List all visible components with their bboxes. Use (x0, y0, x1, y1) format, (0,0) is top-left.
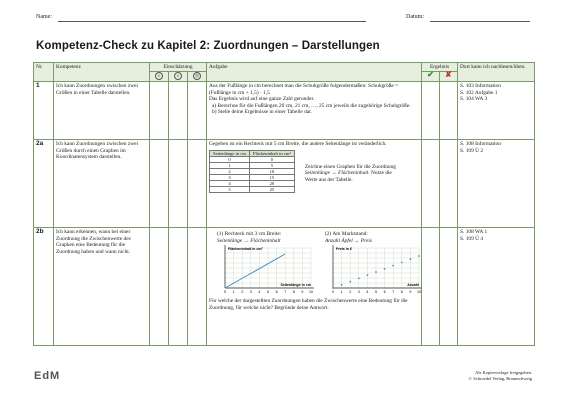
graph-point (392, 265, 394, 267)
graph-point (375, 271, 377, 273)
tick-label: 0 (332, 290, 335, 295)
graph-point (332, 287, 334, 289)
result-cell[interactable] (422, 140, 440, 228)
tick-label: 5 (267, 290, 270, 295)
table-row (34, 228, 535, 346)
task-instruction: Zeichne einen Graphen für die Zuordnung Seitenlänge → Flächeninhalt. Nutze die Werte aus der Tabelle. (304, 163, 396, 183)
graph-rectangle: (1) Rechteck mit 3 cm Breite: Seitenlänge → Flächeninhalt 0 1 2 3 4 5 6 7 8 9 10 Flächeninhalt in cm² Seitenlänge in cm (217, 231, 317, 296)
self-check-cell[interactable] (169, 82, 188, 140)
name-label: Name: (36, 14, 52, 20)
tick-label: 4 (366, 290, 369, 295)
col-aufgabe: Aufgabe (207, 63, 422, 82)
table-row (34, 140, 535, 228)
header-line (36, 14, 530, 24)
graph-2-svg (325, 244, 425, 296)
tick-label: 3 (357, 290, 360, 295)
result-cell[interactable] (440, 228, 458, 346)
graph-point (401, 262, 403, 264)
tick-label: 2 (241, 290, 244, 295)
smiley-neutral-icon[interactable]: ☺ (175, 73, 181, 79)
tick-label: 8 (400, 290, 403, 295)
task-cell (207, 228, 422, 346)
tick-label: 6 (275, 290, 278, 295)
result-cell[interactable] (440, 82, 458, 140)
y-axis-label: Flächeninhalt in cm² (228, 247, 263, 252)
publisher-logo: EdM (34, 370, 61, 382)
col-kompetenz: Kompetenz (54, 63, 150, 82)
tick-label: 1 (340, 290, 343, 295)
graph-point (358, 278, 360, 280)
table-row (34, 82, 535, 140)
tick-label: 6 (383, 290, 386, 295)
col-nachlesen: Dort kann ich nachlesen/üben. (458, 63, 535, 82)
self-check-cell[interactable] (169, 228, 188, 346)
x-axis-label: Seitenlänge in cm (280, 283, 312, 288)
tick-label: 7 (392, 290, 395, 295)
self-check-cell[interactable] (150, 82, 169, 140)
graph-point (349, 281, 351, 283)
self-check-cell[interactable] (169, 140, 188, 228)
task-cell: Gegeben ist ein Rechteck mit 5 cm Breite, die andere Seitenlänge ist veränderlich. Seitenlänge in cm Flächeninhalt in cm² 0 0 1 5 2 10 3 15 4 20 5 25 Zeichne einen Graphen für die Zuordnung Seitenlänge → Flächeninhalt. Nutze die Werte aus der Tabelle. (207, 140, 422, 228)
self-check-cell[interactable] (188, 140, 207, 228)
self-check-cell[interactable] (150, 228, 169, 346)
page-title: Kompetenz-Check zu Kapitel 2: Zuordnungen – Darstellungen (36, 40, 380, 52)
smiley-sad-icon[interactable]: ☹ (194, 73, 200, 79)
footer-copyright: Als Kopiervorlage freigegeben. © Schroedel Verlag, Braunschweig (468, 370, 532, 381)
y-axis-label: Preis in € (336, 247, 352, 252)
result-cell[interactable] (440, 140, 458, 228)
self-check-cell[interactable] (188, 82, 207, 140)
smiley-happy-icon[interactable]: ☺ (156, 73, 162, 79)
tick-label: 5 (375, 290, 378, 295)
reference-cell: S. 103 Information S. 102 Aufgabe 1 S. 104 WA 3 (458, 82, 535, 140)
graph-point (341, 284, 343, 286)
task-cell: Aus der Fußlänge in cm berechnet man die Schuhgröße folgendermaßen: Schuhgröße = (Fußlänge in cm + 1,5) · 1,5 Das Ergebnis wird auf eine ganze Zahl gerundet. a) Berechne für die Fußlängen 20 cm, 21 cm, …, 25 cm jeweils die zugehörige Schuhgröße. b) Stelle deine Ergebnisse in einer Tabelle dar. (207, 82, 422, 140)
value-table: Seitenlänge in cm Flächeninhalt in cm² 0 0 1 5 2 10 3 15 4 20 5 25 (209, 150, 295, 193)
row-number: 1 (34, 82, 54, 140)
self-check-cell[interactable] (150, 140, 169, 228)
col-nr: Nr. (34, 63, 54, 82)
tick-label: 1 (232, 290, 235, 295)
name-line (58, 21, 366, 22)
tick-label: 0 (224, 290, 227, 295)
competence-table (33, 62, 535, 346)
graph-market: (2) Am Marktstand: Anzahl Äpfel → Preis 0 1 2 3 4 5 6 7 8 9 10 Preis in € Anzahl (325, 231, 425, 296)
row-number: 2b (34, 228, 54, 346)
row-number: 2a (34, 140, 54, 228)
col-einschaetzung: Einschätzung (150, 63, 207, 72)
check-icon[interactable]: ✔ (427, 70, 434, 80)
tick-label: 9 (301, 290, 304, 295)
graph-point (410, 259, 412, 261)
cross-icon[interactable]: ✘ (445, 70, 452, 80)
tick-label: 4 (258, 290, 261, 295)
result-cell[interactable] (422, 82, 440, 140)
tick-label: 10 (309, 290, 314, 295)
task-question: Für welche der dargestellten Zuordnungen haben die Zwischenwerte eine Bedeutung für die Zuordnung, für welche nicht? Begründe deine Antwort. (209, 298, 408, 311)
graph-point (384, 268, 386, 270)
tick-label: 9 (409, 290, 412, 295)
tick-label: 8 (292, 290, 295, 295)
reference-cell: S. 108 Information S. 109 Ü 2 (458, 140, 535, 228)
col-ergebnis: Ergebnis (422, 63, 458, 72)
tick-label: 3 (249, 290, 252, 295)
tick-label: 10 (417, 290, 422, 295)
tick-label: 2 (349, 290, 352, 295)
competence-text: Ich kann erkennen, wann bei einer Zuordnung die Zwischenwerte des Graphen eine Bedeutung für die Zuordnung haben und wann nicht. (54, 228, 150, 346)
date-line (430, 21, 530, 22)
graph-point (367, 275, 369, 277)
graph-point (418, 255, 420, 257)
x-axis-label: Anzahl (407, 283, 420, 288)
competence-text: Ich kann Zuordnungen zwischen zwei Größen in einer Tabelle darstellen. (54, 82, 150, 140)
competence-text: Ich kann Zuordnungen zwischen zwei Größen durch einen Graphen im Koordinatensystem darstellen. (54, 140, 150, 228)
graph-1-svg (217, 244, 317, 296)
reference-cell: S. 108 WA 1 S. 109 Ü 4 (458, 228, 535, 346)
self-check-cell[interactable] (188, 228, 207, 346)
date-label: Datum: (406, 14, 424, 20)
tick-label: 7 (284, 290, 287, 295)
